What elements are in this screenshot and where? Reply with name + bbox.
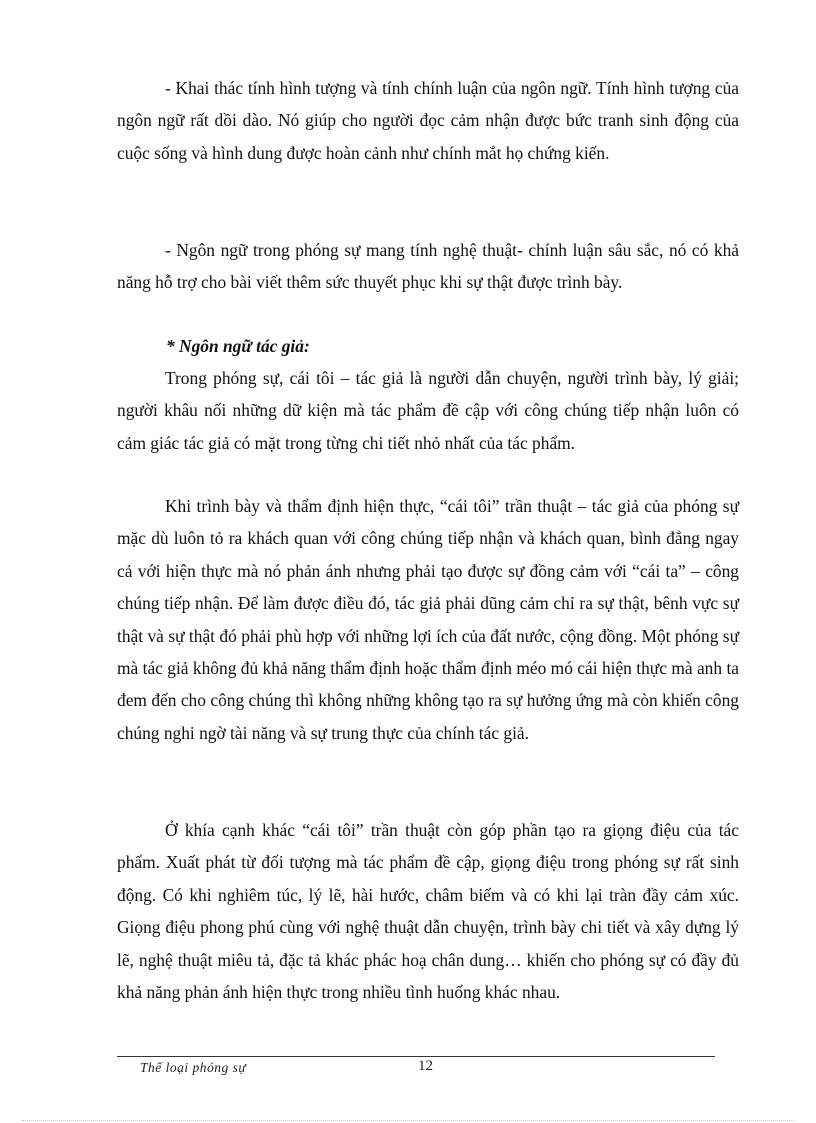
page-bottom-edge <box>22 1120 794 1121</box>
footer-divider <box>117 1056 715 1057</box>
paragraph-language-art-politics: - Ngôn ngữ trong phóng sự mang tính nghệ thuật- chính luận sâu sắc, nó có khả năng hỗ trợ cho bài viết thêm sức thuyết phục khi sự thật được trình bày. <box>117 240 739 293</box>
paragraph-language-imagery: - Khai thác tính hình tượng và tính chính luận của ngôn ngữ. Tính hình tượng của ngôn ngữ rất dồi dào. Nó giúp cho người đọc cảm nhận được bức tranh sinh động của cuộc sống và hình dung được hoàn cảnh như chính mắt họ chứng kiến. <box>117 78 739 163</box>
footer-title: Thể loại phóng sự <box>140 1060 247 1075</box>
section-heading-author-language: * Ngôn ngữ tác giả: <box>166 336 310 356</box>
paragraph-tone: Ở khía cạnh khác “cái tôi” trần thuật còn góp phần tạo ra giọng điệu của tác phẩm. Xuất phát từ đối tượng mà tác phẩm đề cập, giọng điệu trong phóng sự rất sinh động. Có khi nghiêm túc, lý lẽ, hài hước, châm biếm và có khi lại tràn đầy cảm xúc. Giọng điệu phong phú cùng với nghệ thuật dẫn chuyện, trình bày chi tiết và xây dựng lý lẽ, nghệ thuật miêu tả, đặc tả khác phác hoạ chân dung… khiến cho phóng sự có đầy đủ khả năng phản ánh hiện thực trong nhiều tình huống khác nhau. <box>117 820 739 1003</box>
paragraph-author-narrator: Trong phóng sự, cái tôi – tác giả là người dẫn chuyện, người trình bày, lý giải; người khâu nối những dữ kiện mà tác phẩm đề cập với công chúng tiếp nhận luôn có cảm giác tác giả có mặt trong từng chi tiết nhỏ nhất của tác phẩm. <box>117 368 739 453</box>
page-number: 12 <box>418 1058 433 1074</box>
paragraph-narrative-self: Khi trình bày và thẩm định hiện thực, “cái tôi” trần thuật – tác giả của phóng sự mặc dù luôn tỏ ra khách quan với công chúng tiếp nhận và khách quan, bình đẳng ngay cả với hiện thực mà nó phản ánh nhưng phải tạo được sự đồng cảm với “cái ta” – công chúng tiếp nhận. Để làm được điều đó, tác giả phải dũng cảm chỉ ra sự thật, bênh vực sự thật và sự thật đó phải phù hợp với những lợi ích của đất nước, cộng đồng. Một phóng sự mà tác giả không đủ khả năng thẩm định hoặc thẩm định méo mó cái hiện thực mà anh ta đem đến cho công chúng thì không những không tạo ra sự hưởng ứng mà còn khiến công chúng nghi ngờ tài năng và sự trung thực của chính tác giả. <box>117 496 739 743</box>
